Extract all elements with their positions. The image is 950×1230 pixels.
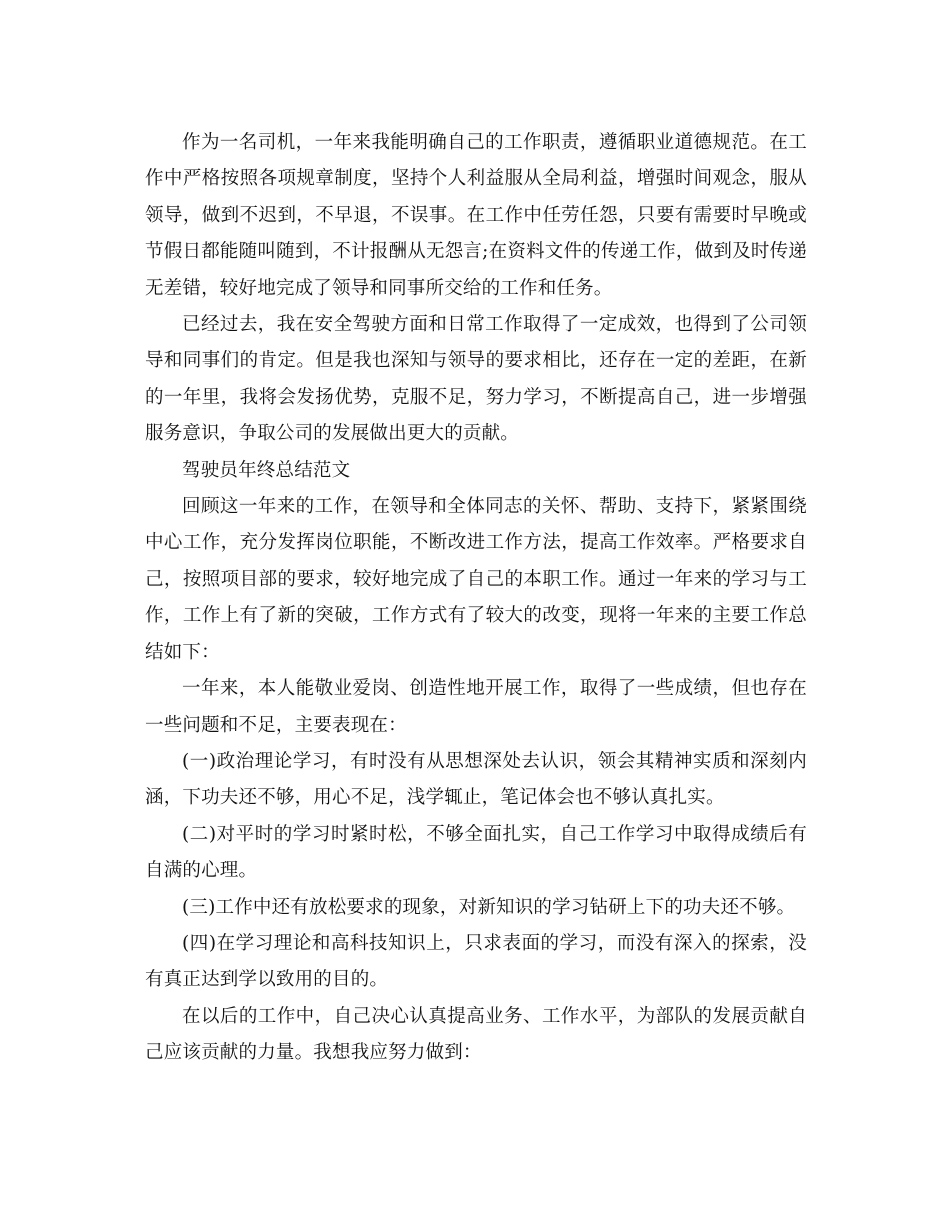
list-item-shortcoming-1: (一)政治理论学习，有时没有从思想深处去认识，领会其精神实质和深刻内涵，下功夫还不够，用心不足，浅学辄止，笔记体会也不够认真扎实。 (145, 750, 807, 809)
list-item-shortcoming-3: (三)工作中还有放松要求的现象，对新知识的学习钻研上下的功夫还不够。 (182, 896, 796, 918)
list-item-shortcoming-4: (四)在学习理论和高科技知识上，只求表面的学习，而没有深入的探索，没有真正达到学以致用的目的。 (145, 932, 807, 991)
document-page (145, 125, 807, 1072)
section-heading: 驾驶员年终总结范文 (182, 459, 351, 481)
list-item-shortcoming-2: (二)对平时的学习时紧时松，不够全面扎实，自己工作学习中取得成绩后有自满的心理。 (145, 823, 807, 882)
paragraph-future-plan: 在以后的工作中，自己决心认真提高业务、工作水平，为部队的发展贡献自己应该贡献的力量。我想我应努力做到： (145, 1005, 807, 1064)
paragraph-shortcomings-intro: 一年来，本人能敬业爱岗、创造性地开展工作，取得了一些成绩，但也存在一些问题和不足，主要表现在： (145, 678, 807, 736)
paragraph-year-review: 已经过去，我在安全驾驶方面和日常工作取得了一定成效，也得到了公司领导和同事们的肯定。但是我也深知与领导的要求相比，还存在一定的差距，在新的一年里，我将会发扬优势，克服不足，努力学习，不断提高自己，进一步增强服务意识，争取公司的发展做出更大的贡献。 (145, 314, 807, 445)
paragraph-driver-duties: 作为一名司机，一年来我能明确自己的工作职责，遵循职业道德规范。在工作中严格按照各项规章制度，坚持个人利益服从全局利益，增强时间观念，服从领导，做到不迟到，不早退，不误事。在工作中任劳任怨，只要有需要时早晚或节假日都能随叫随到，不计报酬从无怨言;在资料文件的传递工作，做到及时传递无差错，较好地完成了领导和同事所交给的工作和任务。 (145, 132, 807, 299)
paragraph-work-review: 回顾这一年来的工作，在领导和全体同志的关怀、帮助、支持下，紧紧围绕中心工作，充分发挥岗位职能，不断改进工作方法，提高工作效率。严格要求自己，按照项目部的要求，较好地完成了自己的本职工作。通过一年来的学习与工作，工作上有了新的突破，工作方式有了较大的改变，现将一年来的主要工作总结如下： (145, 496, 807, 663)
